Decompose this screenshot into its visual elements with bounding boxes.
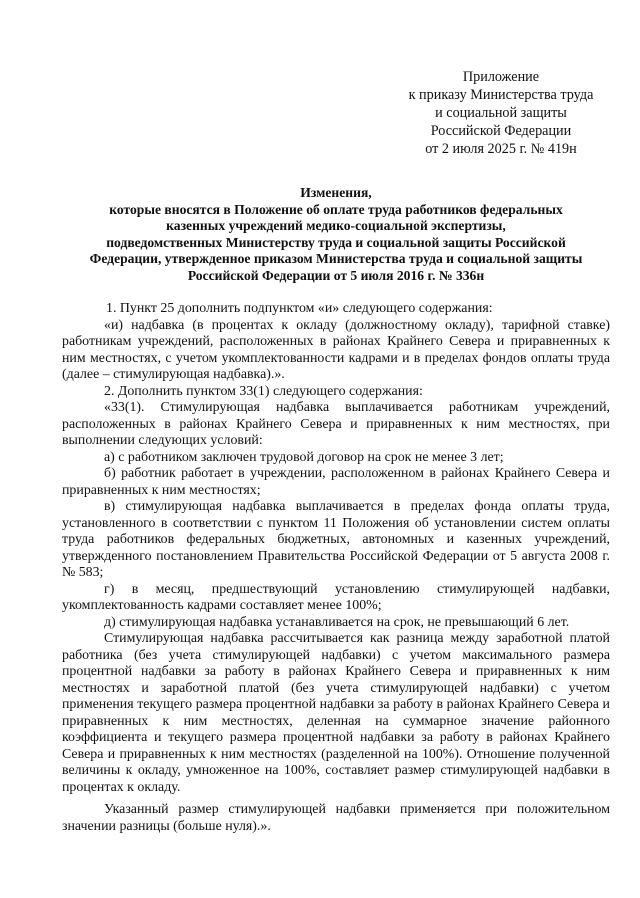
paragraph-condition-d: д) стимулирующая надбавка устанавливается на срок, не превышающий 6 лет. xyxy=(104,614,570,630)
appendix-line: Приложение xyxy=(462,69,540,85)
paragraph-condition-b: б) работник работает в учреждении, расположенном в районах Крайнего Севера и приравненных к ним местностях; xyxy=(62,466,610,498)
title-line: Изменения, xyxy=(300,185,372,200)
appendix-line: к приказу Министерства труда xyxy=(408,87,594,103)
appendix-line: от 2 июля 2025 г. № 419н xyxy=(425,141,577,157)
paragraph-closing: Указанный размер стимулирующей надбавки применяется при положительном значении разницы (больше нуля).». xyxy=(62,802,610,834)
paragraph-item-2: 2. Дополнить пунктом 33(1) следующего содержания: xyxy=(104,383,423,399)
paragraph-condition-v: в) стимулирующая надбавка выплачивается в пределах фонда оплаты труда, установленного в соответствии с пунктом 11 Положения об установлении систем оплаты труда работников федеральных бюджетных, автономных и казенных учреждений, утвержденного постановлением Правительства Российской Федерации от 5 августа 2008 г. № 583; xyxy=(62,499,610,580)
appendix-header xyxy=(396,68,606,158)
paragraph-clause-33-1: «33(1). Стимулирующая надбавка выплачивается работникам учреждений, расположенных в районах Крайнего Севера и приравненных к ним местностях, при выполнении следующих условий: xyxy=(62,400,610,448)
title-line: которые вносятся в Положение об оплате труда работников федеральных xyxy=(109,201,563,217)
document-body xyxy=(62,301,610,835)
document-title xyxy=(62,185,610,285)
title-line: подведомственных Министерству труда и социальной защиты Российской xyxy=(106,234,566,250)
title-line: казенных учреждений медико-социальной экспертизы, xyxy=(166,218,506,234)
paragraph-condition-a: а) с работником заключен трудовой договор на срок не менее 3 лет; xyxy=(104,449,504,465)
appendix-line: и социальной защиты xyxy=(435,105,567,121)
paragraph-condition-g: г) в месяц, предшествующий установлению стимулирующей надбавки, укомплектованность кадрами составляет менее 100%; xyxy=(62,581,610,613)
appendix-line: Российской Федерации xyxy=(430,123,572,139)
title-line: Федерации, утвержденное приказом Министерства труда и социальной защиты xyxy=(89,251,583,267)
paragraph-subitem-i: «и) надбавка (в процентах к окладу (должностному окладу), тарифной ставке) работникам учреждений, расположенных в районах Крайнего Севера и приравненных к ним местностях, с учетом укомплектованности кадрами и в пределах фондов оплаты труда (далее – стимулирующая надбавка).». xyxy=(62,317,610,382)
paragraph-calculation: Стимулирующая надбавка рассчитывается как разница между заработной платой работника (без учета стимулирующей надбавки) с учетом максимального размера процентной надбавки за работу в районах Крайнего Севера и приравненных к ним местностях и заработной платой (без учета стимулирующей надбавки) с учетом применения текущего размера процентной надбавки за работу в районах Крайнего Севера и приравненных к ним местностях, деленная на суммарное значение районного коэффициента и текущего размера процентной надбавки за работу в районах Крайнего Севера и приравненных к ним местностях (разделенной на 100%). Отношение полученной величины к окладу, умноженное на 100%, составляет размер стимулирующей надбавки в процентах к окладу. xyxy=(62,631,610,795)
paragraph-item-1: 1. Пункт 25 дополнить подпунктом «и» следующего содержания: xyxy=(106,301,493,316)
title-line: Российской Федерации от 5 июля 2016 г. № 336н xyxy=(187,267,485,283)
